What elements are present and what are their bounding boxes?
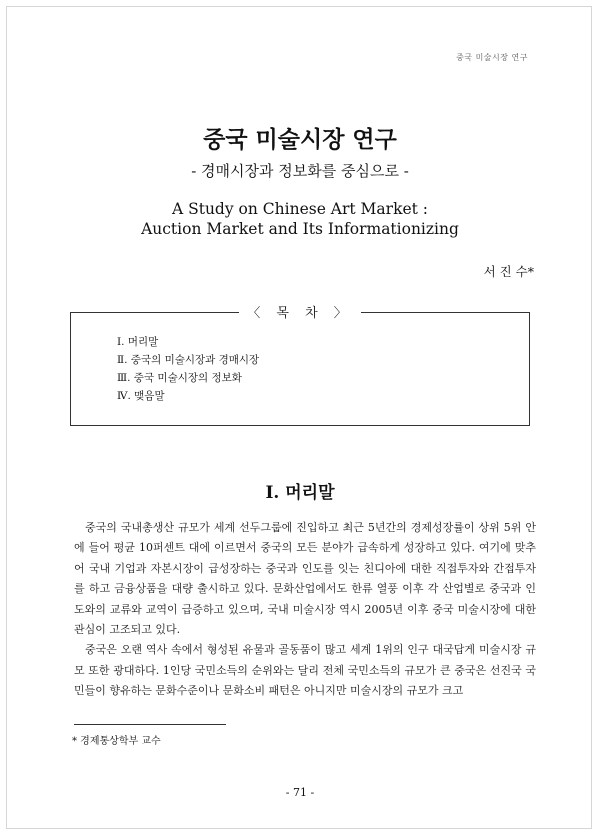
toc-item: Ⅳ. 맺음말: [117, 390, 165, 402]
toc-heading-text: 목 차: [276, 306, 324, 321]
toc-item: Ⅲ. 중국 미술시장의 정보화: [117, 372, 242, 384]
toc-item: Ⅰ. 머리말: [117, 336, 159, 348]
footnote-divider: [74, 724, 226, 725]
footnote: * 경제통상학부 교수: [72, 736, 161, 747]
paragraph: 중국의 국내총생산 규모가 세계 선두그룹에 진입하고 최근 5년간의 경제성장률이 상위 5위 안에 들어 평균 10퍼센트 대에 이르면서 중국의 모든 분야가 급속하게 성장하고 있다. 여기에 맞추어 국내 기업과 자본시장이 급성장하는 중국과 인도를 잇는 친디아에 대한 직접투자와 간접투자를 하고 금융상품을 대량 출시하고 있다. 문화산업에서도 한류 열풍 이후 각 산업별로 중국과 인도와의 교류와 교역이 급증하고 있으며, 국내 미술시장 역시 2005년 이후 중국 미술시장에 대한 관심이 고조되고 있다.: [74, 521, 536, 637]
title-korean: 중국 미술시장 연구: [203, 126, 397, 153]
toc-heading: 〈 목 차 〉: [0, 302, 600, 321]
title-english-line-2: Auction Market and Its Informationizing: [141, 220, 459, 238]
toc-list: [117, 333, 259, 405]
title-english: [0, 199, 600, 239]
author: 서 진 수*: [483, 264, 534, 279]
running-header: 중국 미술시장 연구: [456, 53, 528, 62]
paragraph: 중국은 오랜 역사 속에서 형성된 유물과 골동품이 많고 세계 1위의 인구 대국답게 미술시장 규모 또한 광대하다. 1인당 국민소득의 순위와는 달리 전체 국민소득의 규모가 큰 중국은 선진국 국민들이 향유하는 문화수준이나 문화소비 패턴은 아니지만 미술시장의 규모가 크고: [74, 643, 536, 698]
section-heading: Ⅰ. 머리말: [265, 483, 335, 503]
toc-item: Ⅱ. 중국의 미술시장과 경매시장: [117, 354, 260, 366]
body-text: [74, 518, 536, 702]
title-english-line-1: A Study on Chinese Art Market :: [171, 200, 429, 218]
subtitle-korean: - 경매시장과 정보화를 중심으로 -: [191, 162, 409, 180]
page-number: - 71 -: [285, 786, 315, 799]
